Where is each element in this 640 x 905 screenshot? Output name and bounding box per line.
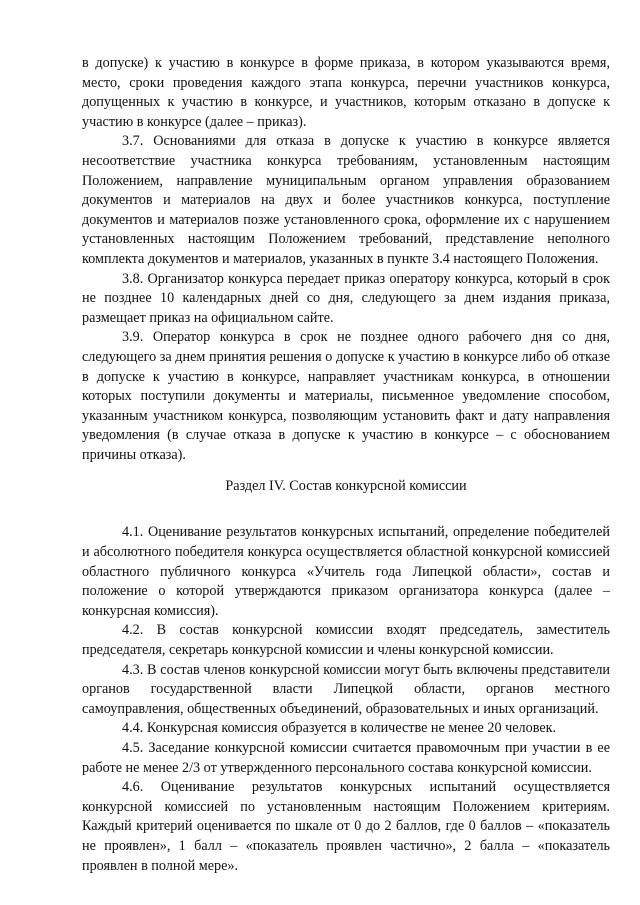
paragraph-4-4: 4.4. Конкурсная комиссия образуется в количестве не менее 20 человек. (122, 720, 557, 737)
paragraph-4-1: 4.1. Оценивание результатов конкурсных испытаний, определение победителей и абсолютного победителя конкурса осуществляется областной конкурсной комиссией областного публичного конкурса «Учитель года Липецкой области», состав и положение о которой утверждаются приказом организатора конкурса (далее – конкурсная комиссия). (82, 524, 610, 619)
paragraph-4-5: 4.5. Заседание конкурсной комиссии считается правомочным при участии в ее работе не менее 2/3 от утвержденного персонального состава конкурсной комиссии. (82, 740, 610, 776)
paragraph-4-6: 4.6. Оценивание результатов конкурсных испытаний осуществляется конкурсной комиссией по установленным настоящим Положением критериям. Каждый критерий оценивается по шкале от 0 до 2 баллов, где 0 баллов – «показатель не проявлен», 1 балл – «показатель проявлен частично», 2 балла – «показатель проявлен в полной мере». (82, 779, 610, 874)
paragraph-4-3: 4.3. В состав членов конкурсной комиссии могут быть включены представители органов государственной власти Липецкой области, органов местного самоуправления, общественных объединений, образовательных и иных организаций. (82, 661, 610, 717)
paragraph-4-2: 4.2. В состав конкурсной комиссии входят председатель, заместитель председателя, секретарь конкурсной комиссии и члены конкурсной комиссии. (82, 622, 610, 659)
section-title: Раздел IV. Состав конкурсной комиссии (225, 478, 467, 495)
document-page (82, 54, 610, 876)
paragraph-3-9: 3.9. Оператор конкурса в срок не позднее одного рабочего дня со дня, следующего за днем принятия решения о допуске к участию в конкурсе либо об отказе в допуске к участию в конкурсе, направляет участникам конкурса, в отношении которых поступили документы и материалы, письменное уведомление способом, указанным участником конкурса, позволяющим установить факт и дату направления уведомления (в случае отказа в допуске к участию в конкурсе – с обоснованием причины отказа). (82, 329, 610, 463)
paragraph-3-8: 3.8. Организатор конкурса передает приказ оператору конкурса, который в срок не позднее 10 календарных дней со дня, следующего за днем издания приказа, размещает приказ на официальном сайте. (82, 270, 610, 326)
paragraph-3-7: 3.7. Основаниями для отказа в допуске к участию в конкурсе является несоответствие участника конкурса требованиям, установленным настоящим Положением, направление муниципальным органом управления образованием документов и материалов на двух и более участников конкурса, поступление документов и материалов позже установленного срока, оформление их с нарушением установленных настоящим Положением требований, представление неполного комплекта документов и материалов, указанных в пункте 3.4 настоящего Положения. (82, 133, 610, 267)
paragraph-continuation: в допуске) к участию в конкурсе в форме приказа, в котором указываются время, место, сроки проведения каждого этапа конкурса, перечни участников конкурса, допущенных к участию в конкурсе, и участников, которым отказано в допуске к участию в конкурсе (далее – приказ). (82, 55, 610, 130)
